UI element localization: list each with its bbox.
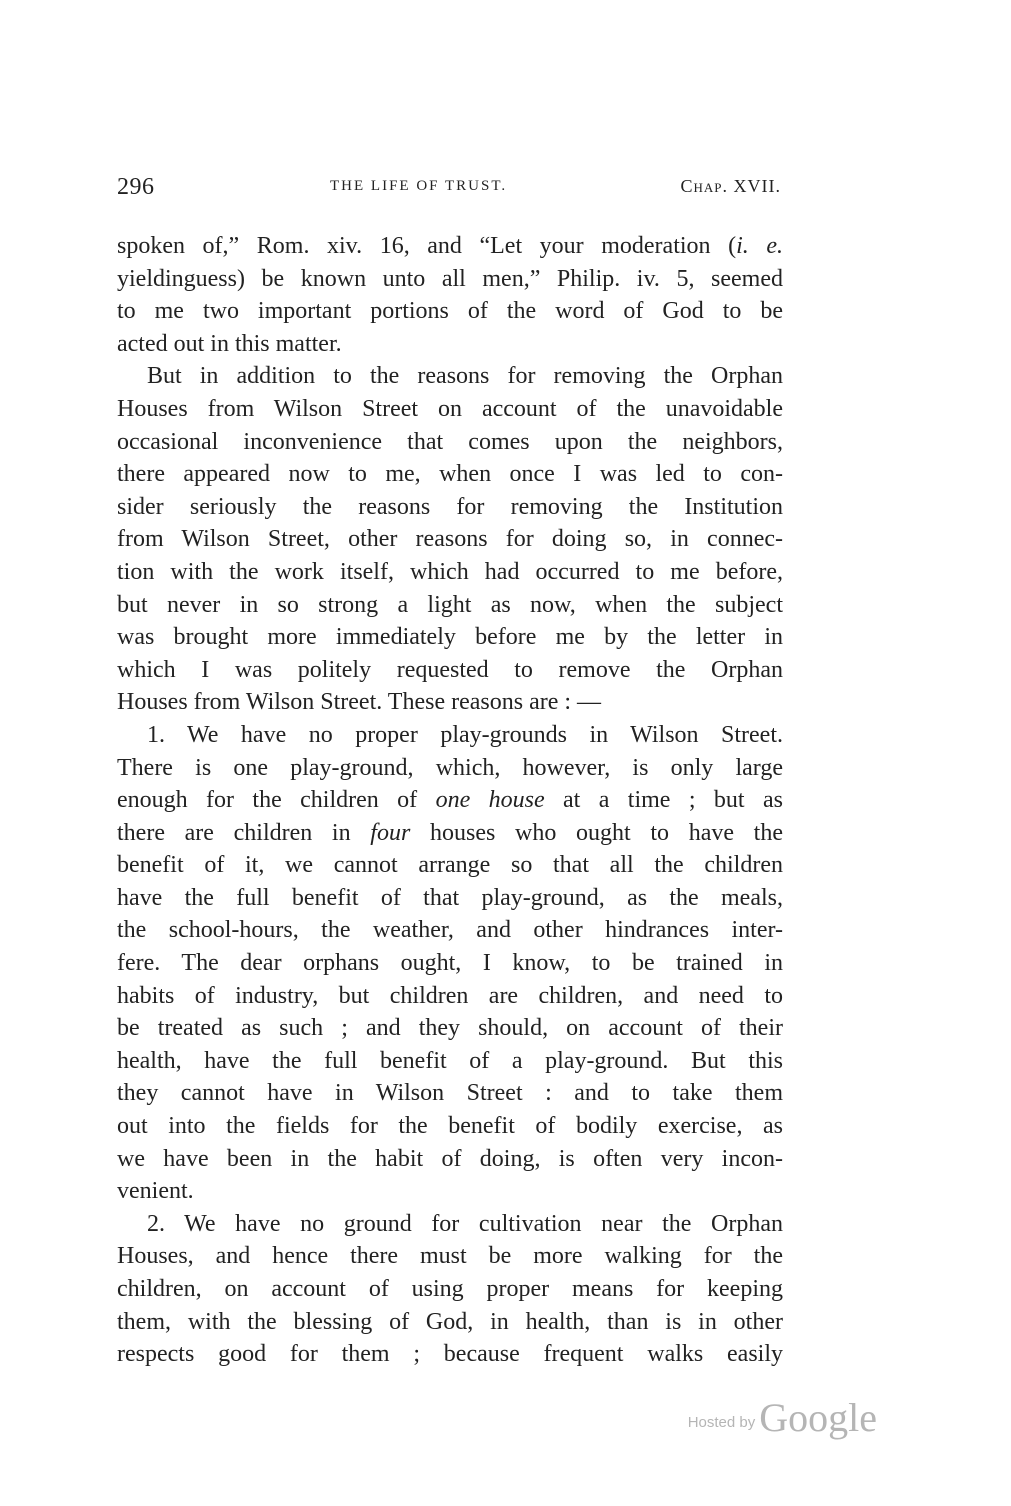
text-line: we have been in the habit of doing, is often very incon- [117, 1145, 783, 1172]
running-header [117, 174, 781, 210]
text-line: out into the fields for the benefit of bodily exercise, as [117, 1113, 783, 1140]
chapter-label: Chap. XVII. [680, 176, 781, 196]
text-line: they cannot have in Wilson Street : and to take them [117, 1080, 783, 1107]
paragraph [117, 230, 783, 360]
text-line: 1. We have no proper play-grounds in Wilson Street. [147, 721, 783, 748]
text-line: them, with the blessing of God, in health, than is in other [117, 1308, 783, 1335]
text-line: 2. We have no ground for cultivation near the Orphan [147, 1210, 783, 1237]
text-line: was brought more immediately before me by the letter in [117, 624, 783, 651]
text-line: which I was politely requested to remove the Orphan [117, 656, 783, 683]
text-line: benefit of it, we cannot arrange so that all the children [117, 852, 783, 879]
text-line: yieldinguess) be known unto all men,” Philip. iv. 5, seemed [117, 265, 783, 292]
watermark-prefix: Hosted by [687, 1414, 756, 1431]
paragraph [117, 1208, 783, 1371]
text-line: spoken of,” Rom. xiv. 16, and “Let your moderation (i. e. [117, 233, 783, 259]
text-line: be treated as such ; and they should, on account of their [117, 1015, 783, 1042]
google-logo: Google [759, 1395, 877, 1440]
text-line: children, on account of using proper means for keeping [117, 1276, 783, 1302]
text-line: have the full benefit of that play-ground, as the meals, [117, 884, 783, 911]
text-line: there are children in four houses who ought to have the [117, 819, 783, 846]
text-line: Houses from Wilson Street on account of the unavoidable [117, 395, 783, 422]
text-line: occasional inconvenience that comes upon the neighbors, [117, 428, 783, 455]
text-line: There is one play-ground, which, however, is only large [117, 754, 783, 781]
text-line: Houses, and hence there must be more walking for the [117, 1243, 783, 1270]
text-line: habits of industry, but children are children, and need to [117, 982, 783, 1009]
text-line: tion with the work itself, which had occurred to me before, [117, 558, 783, 585]
text-line: there appeared now to me, when once I was led to con- [117, 461, 783, 488]
text-line: But in addition to the reasons for removing the Orphan [147, 363, 783, 390]
text-line: from Wilson Street, other reasons for doing so, in connec- [117, 526, 783, 553]
text-line: sider seriously the reasons for removing the Institution [117, 493, 783, 520]
text-line: respects good for them ; because frequent walks easily [117, 1341, 783, 1368]
page-number: 296 [117, 174, 155, 200]
text-line: venient. [117, 1178, 194, 1205]
text-line: acted out in this matter. [117, 330, 342, 357]
text-line: to me two important portions of the word of God to be [117, 298, 783, 325]
hosted-by-google-watermark [688, 1394, 877, 1440]
text-line: but never in so strong a light as now, when the subject [117, 591, 783, 618]
text-line: fere. The dear orphans ought, I know, to be trained in [117, 950, 783, 977]
page-body [117, 230, 783, 1371]
paragraph [117, 360, 783, 719]
text-line: health, have the full benefit of a play-ground. But this [117, 1047, 783, 1074]
text-line: enough for the children of one house at a time ; but as [117, 787, 783, 814]
text-line: Houses from Wilson Street. These reasons are : — [117, 689, 602, 716]
paragraph [117, 719, 783, 1208]
running-title: THE LIFE OF TRUST. [330, 178, 508, 194]
text-line: the school-hours, the weather, and other hindrances inter- [117, 917, 783, 944]
